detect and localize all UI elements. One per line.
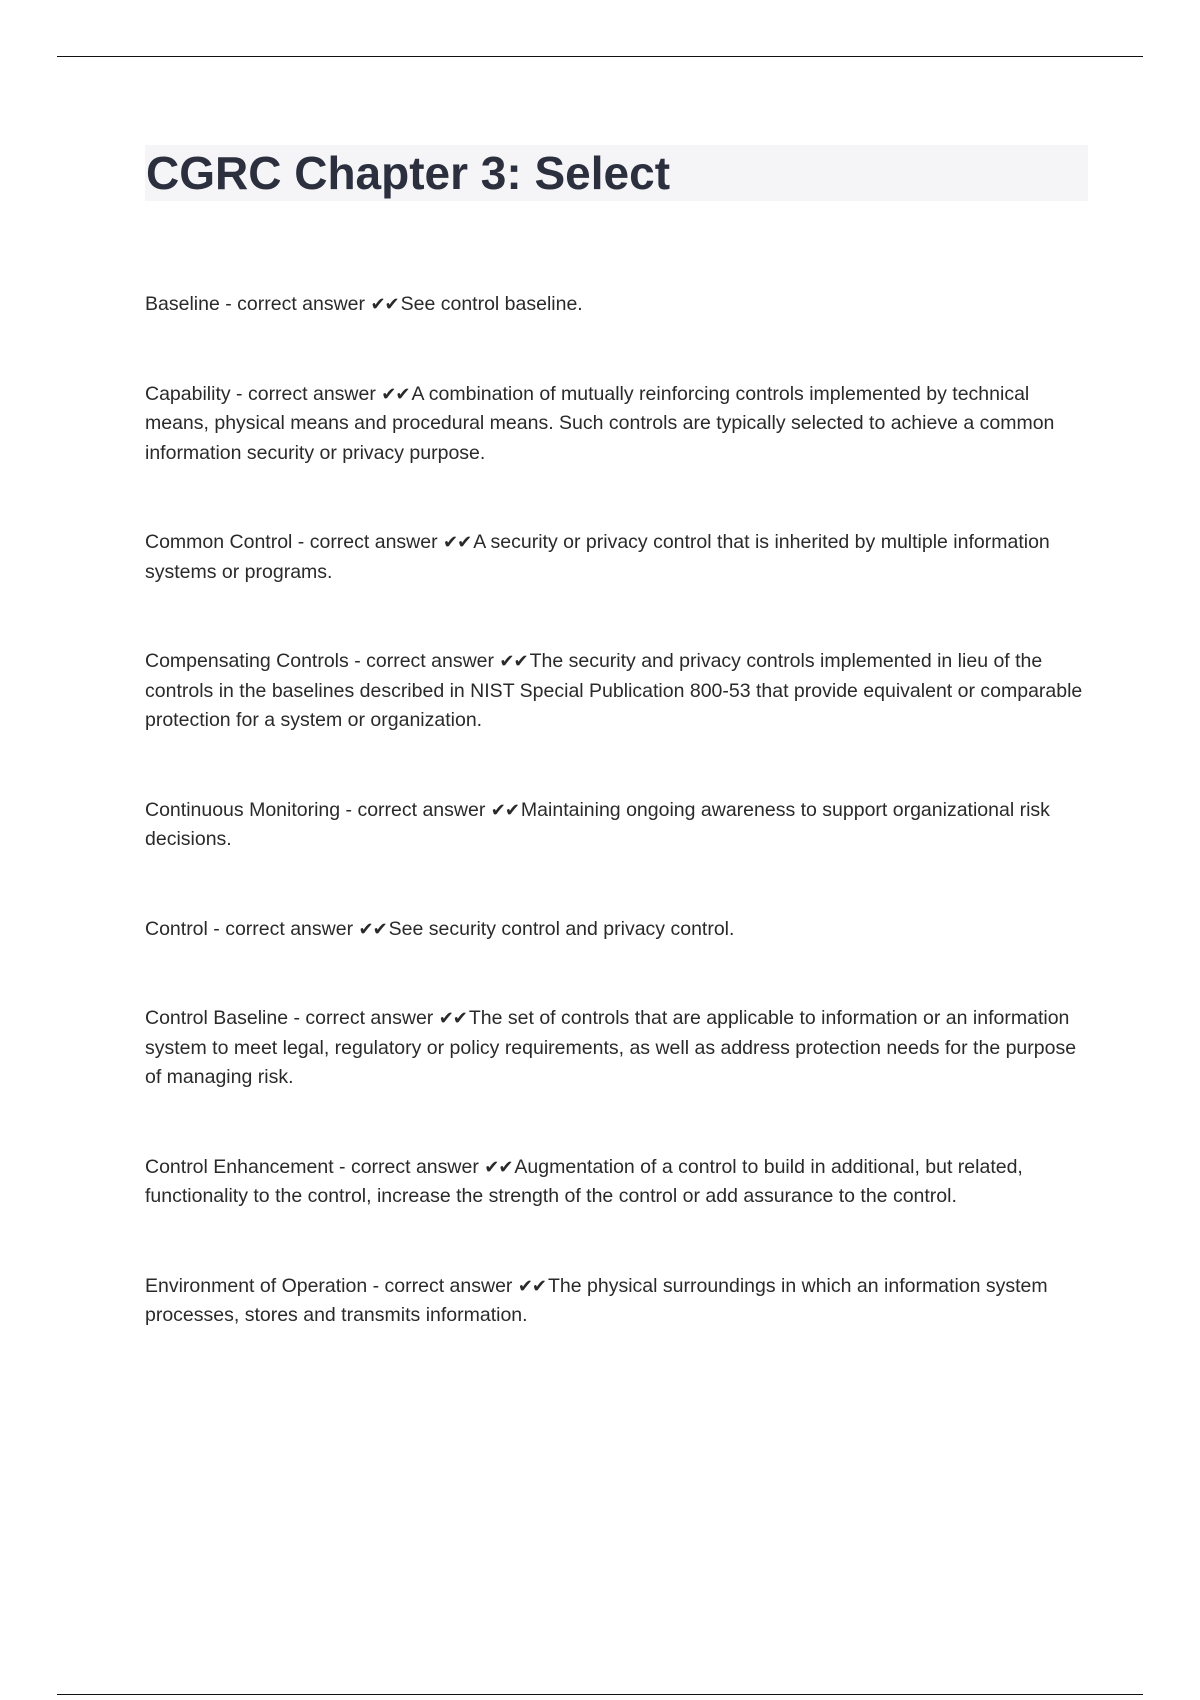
double-check-icon: ✔✔ [370,294,399,315]
entry-marker: - correct answer [348,650,500,672]
glossary-entry-compensating-controls [145,647,1090,736]
entry-definition: The physical surroundings in which an information system processes, stores and transmits information. [145,1274,1048,1326]
entry-marker: - correct answer [340,798,491,821]
glossary-entry-environment-of-operation [145,1272,1090,1331]
entry-definition: Augmentation of a control to build in additional, but related, functionality to the control, increase the strength of the control or add assurance to the control. [145,1155,1023,1207]
double-check-icon: ✔✔ [484,1156,513,1178]
entry-definition: See control baseline. [400,293,583,315]
entry-marker: - correct answer [367,1274,518,1297]
entry-term: Environment of Operation [145,1274,368,1297]
glossary-entry-control-enhancement [145,1153,1090,1212]
entry-definition: The set of controls that are applicable to information or an information system to meet legal, regulatory or policy requirements, as well as address protection needs for the purpose of managing risk. [145,1007,1077,1088]
double-check-icon: ✔✔ [438,1008,467,1029]
glossary-entry-baseline [145,290,1090,320]
entry-definition: See security control and privacy control. [388,917,735,940]
entry-term: Common Control [145,531,293,553]
entry-term: Compensating Controls [145,650,349,672]
entry-definition: Maintaining ongoing awareness to support organizational risk decisions. [145,798,1050,850]
glossary-entry-control [145,915,1090,945]
entry-marker: - correct answer [333,1155,485,1178]
entry-term: Baseline [145,293,220,315]
top-rule [57,56,1143,57]
entry-term: Capability [145,382,231,405]
entry-definition: A combination of mutually reinforcing controls implemented by technical means, physical means and procedural means. Such controls are typically selected to achieve a common information security or privacy purpose. [145,382,1055,464]
entry-term: Control Baseline [145,1007,289,1029]
entry-term: Continuous Monitoring [145,798,341,821]
entry-marker: - correct answer [288,1007,439,1029]
entry-marker: - correct answer [292,531,444,553]
entry-definition: The security and privacy controls implemented in lieu of the controls in the baselines described in NIST Special Publication 800-53 that provide equivalent or comparable protection for a system or organization. [145,650,1083,731]
entry-marker: - correct answer [230,382,382,405]
entry-marker: - correct answer [219,293,371,315]
bottom-rule [57,1694,1143,1695]
glossary-entry-capability [145,380,1090,469]
double-check-icon: ✔✔ [443,532,472,553]
double-check-icon: ✔✔ [358,918,387,940]
glossary-entry-common-control [145,528,1090,587]
double-check-icon: ✔✔ [381,383,410,405]
double-check-icon: ✔✔ [517,1275,546,1297]
entry-definition: A security or privacy control that is inherited by multiple information systems or programs. [145,531,1050,583]
glossary-entry-control-baseline [145,1004,1090,1093]
document-title: CGRC Chapter 3: Select [146,147,671,199]
glossary-list [145,290,1090,1331]
double-check-icon: ✔✔ [490,799,519,821]
double-check-icon: ✔✔ [499,651,528,672]
glossary-entry-continuous-monitoring [145,796,1090,855]
entry-term: Control [145,917,208,940]
entry-marker: - correct answer [207,917,359,940]
entry-term: Control Enhancement [145,1155,334,1178]
